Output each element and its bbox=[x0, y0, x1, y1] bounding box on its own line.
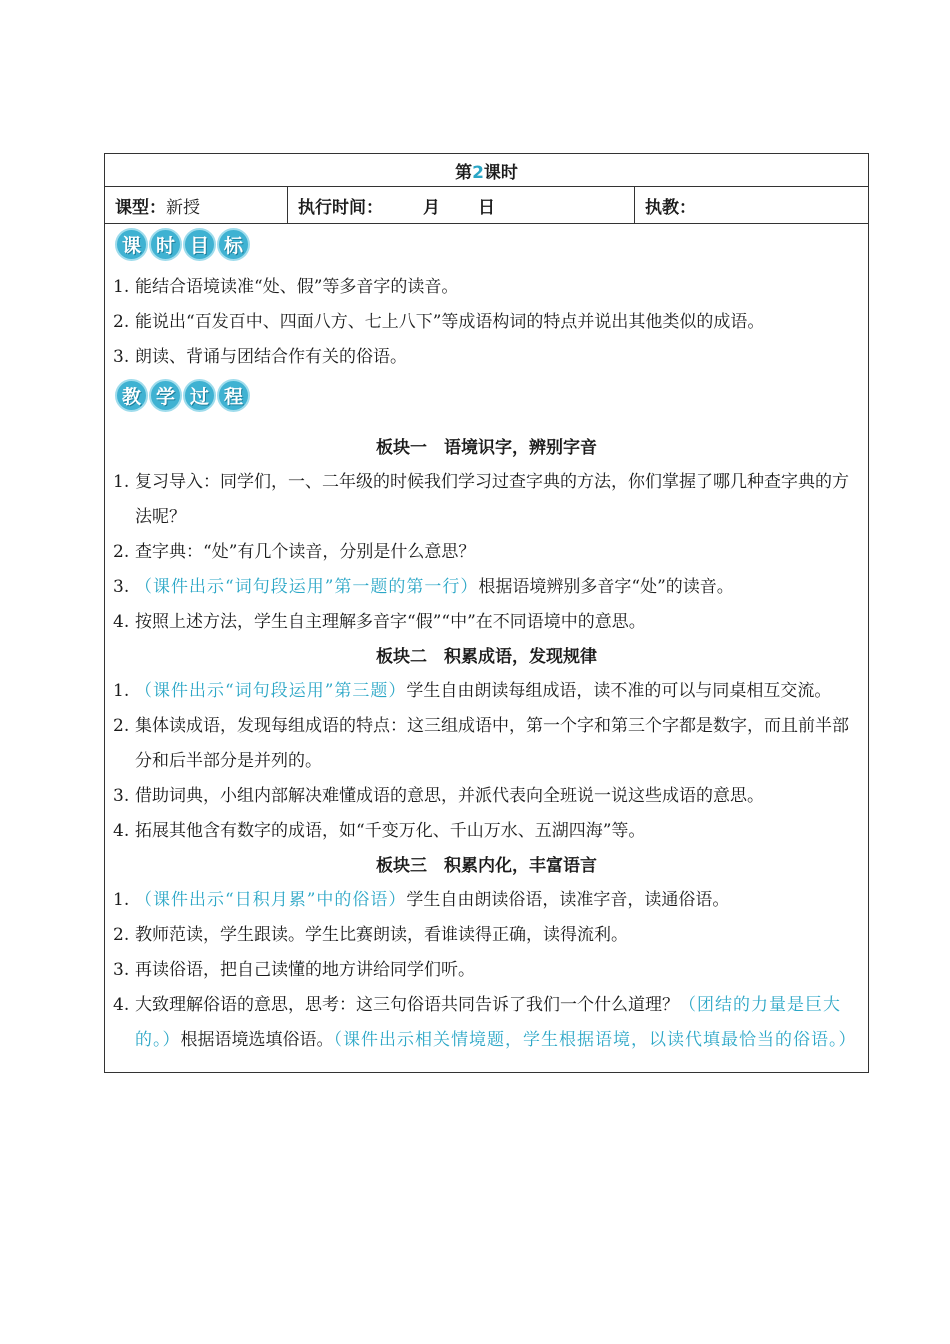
block-2-item: 2. 集体读成语，发现每组成语的特点：这三组成语中，第一个字和第三个字都是数字，而且前半部分和后半部分是并列的。 bbox=[113, 716, 849, 771]
month-label: 月 bbox=[423, 197, 440, 218]
process-badge bbox=[115, 379, 860, 415]
table-meta-row bbox=[105, 187, 868, 224]
block-3-item: 3. 再读俗语，把自己读懂的地方讲给同学们听。 bbox=[113, 960, 475, 980]
lesson-type-value: 新授 bbox=[166, 197, 200, 218]
courseware-note: （课件出示“词句段运用”第一题的第一行） bbox=[135, 577, 479, 597]
block-2-item: 3. 借助词典，小组内部解决难懂成语的意思，并派代表向全班说一说这些成语的意思。 bbox=[113, 786, 764, 806]
block-1-item: 1. 复习导入：同学们，一、二年级的时候我们学习过查字典的方法，你们掌握了哪几种查字典的方法呢？ bbox=[113, 472, 849, 527]
teacher-cell bbox=[635, 187, 868, 223]
badge-char: 标 bbox=[217, 228, 250, 261]
block-3-item: 4. 大致理解俗语的意思，思考：这三句俗语共同告诉了我们一个什么道理？（团结的力量是巨大的。）根据语境选填俗语。（课件出示相关情境题，学生根据语境，以读代填最恰当的俗语。） bbox=[113, 995, 857, 1050]
courseware-note: （课件出示“词句段运用”第三题） bbox=[135, 681, 407, 701]
block-2-item: 1. （课件出示“词句段运用”第三题）学生自由朗读每组成语，读不准的可以与同桌相互交流。 bbox=[113, 681, 832, 701]
badge-char: 过 bbox=[183, 379, 216, 412]
block-1-title: 板块一 语境识字，辨别字音 bbox=[376, 438, 597, 458]
lesson-number: 2 bbox=[472, 162, 484, 183]
lesson-type-label: 课型： bbox=[115, 197, 166, 218]
teacher-label: 执教： bbox=[645, 197, 696, 218]
block-1-item: 2. 查字典：“处”有几个读音，分别是什么意思？ bbox=[113, 542, 476, 562]
badge-char: 学 bbox=[149, 379, 182, 412]
block-1-item: 3. （课件出示“词句段运用”第一题的第一行）根据语境辨别多音字“处”的读音。 bbox=[113, 577, 734, 597]
badge-char: 课 bbox=[115, 228, 148, 261]
block-2-item: 4. 拓展其他含有数字的成语，如“千变万化、千山万水、五湖四海”等。 bbox=[113, 821, 646, 841]
answer-note: （团结的力量是巨大的。） bbox=[135, 995, 841, 1050]
lesson-plan-table bbox=[104, 153, 869, 1073]
table-title-row bbox=[105, 154, 868, 187]
goals-list bbox=[113, 270, 860, 375]
goal-item: 2. 能说出“百发百中、四面八方、七上八下”等成语构词的特点并说出其他类似的成语。 bbox=[113, 312, 765, 332]
block-2-title: 板块二 积累成语，发现规律 bbox=[376, 647, 597, 667]
block-3-item: 1. （课件出示“日积月累”中的俗语）学生自由朗读俗语，读准字音，读通俗语。 bbox=[113, 890, 730, 910]
block-3-title: 板块三 积累内化，丰富语言 bbox=[376, 856, 597, 876]
badge-char: 时 bbox=[149, 228, 182, 261]
goal-item: 3. 朗读、背诵与团结合作有关的俗语。 bbox=[113, 347, 407, 367]
execution-time-label: 执行时间： bbox=[298, 197, 383, 218]
block-1-item: 4. 按照上述方法，学生自主理解多音字“假”“中”在不同语境中的意思。 bbox=[113, 612, 646, 632]
badge-char: 教 bbox=[115, 379, 148, 412]
badge-char: 程 bbox=[217, 379, 250, 412]
block-3-item: 2. 教师范读，学生跟读。学生比赛朗读，看谁读得正确，读得流利。 bbox=[113, 925, 628, 945]
day-label: 日 bbox=[478, 197, 495, 218]
goal-item: 1. 能结合语境读准“处、假”等多音字的读音。 bbox=[113, 277, 459, 297]
lesson-content bbox=[105, 228, 868, 1072]
badge-char: 目 bbox=[183, 228, 216, 261]
lesson-title: 第2课时 bbox=[455, 162, 518, 183]
courseware-note: （课件出示“日积月累”中的俗语） bbox=[135, 890, 407, 910]
goals-badge bbox=[115, 228, 860, 264]
execution-time-cell bbox=[288, 187, 635, 223]
lesson-type-cell bbox=[105, 187, 288, 223]
courseware-note: （课件出示相关情境题，学生根据语境，以读代填最恰当的俗语。） bbox=[333, 1030, 857, 1050]
